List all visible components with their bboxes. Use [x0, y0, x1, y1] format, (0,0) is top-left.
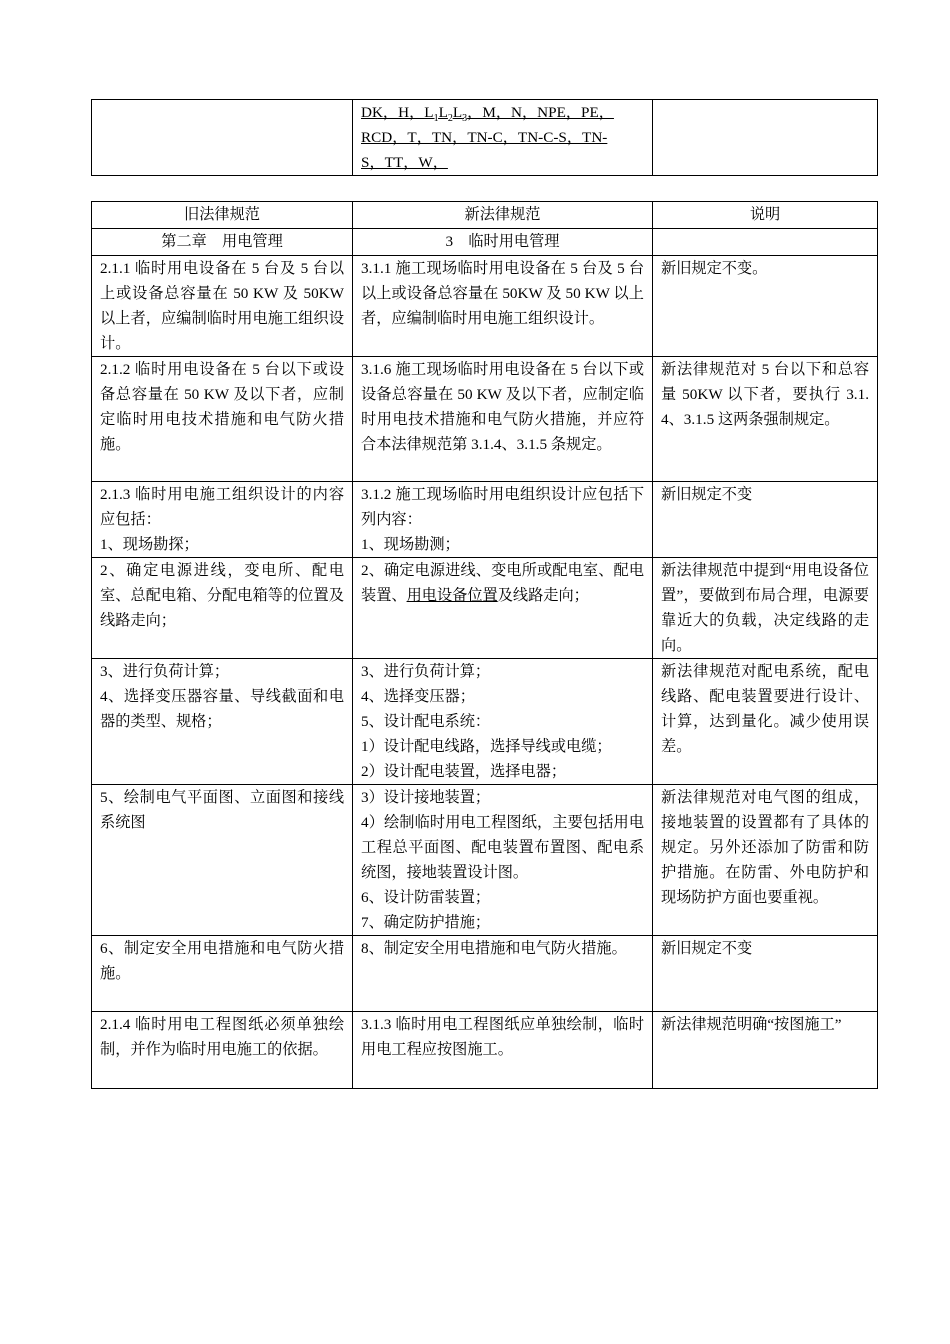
cell-text: 新法律规范明确“按图施工” — [661, 1016, 842, 1033]
table-row — [92, 936, 878, 1012]
old-cell — [92, 357, 353, 482]
cell-text: 新法律规范对电气图的组成，接地装置的设置都有了具体的规定。另外还添加了防雷和防护措施。在防雷、外电防护和现场防护方面也要重视。 — [661, 789, 869, 906]
old-cell — [92, 256, 353, 357]
symbols-line-1: DK，H，$L_1L_2L_3$，M，N，NPE，PE， — [361, 104, 614, 125]
cell-text: 1）设计配电线路，选择导线或电缆； — [361, 738, 612, 755]
note-cell — [653, 357, 878, 482]
old-cell — [92, 659, 353, 785]
note-cell — [653, 785, 878, 936]
comparison-table — [91, 201, 878, 1089]
new-cell — [353, 256, 653, 357]
cell-text: 4、选择变压器容量、导线截面和电器的类型、规格； — [100, 688, 344, 730]
cell-text: 4、选择变压器； — [361, 688, 475, 705]
note-cell — [653, 659, 878, 785]
cell-text: 2.1.4 临时用电工程图纸必须单独绘制，并作为临时用电施工的依据。 — [100, 1016, 344, 1058]
note-cell — [653, 1012, 878, 1089]
symbols-cell — [353, 100, 653, 176]
table-row — [92, 1012, 878, 1089]
table-row — [92, 785, 878, 936]
cell-text: 新旧规定不变 — [661, 940, 753, 957]
chapter-row — [92, 229, 878, 256]
cell-text: 新法律规范对 5 台以下和总容量 50KW 以下者，要执行 3.1.4、3.1.5 这两条强制规定。 — [661, 361, 869, 428]
cell-text: 2.1.1 临时用电设备在 5 台及 5 台以上或设备总容量在 50 KW 及 50KW 以上者，应编制临时用电施工组织设计。 — [100, 260, 344, 352]
cell-text: 2）设计配电装置，选择电器； — [361, 763, 567, 780]
cell-text: 新法律规范中提到“用电设备位置”，要做到布局合理，电源要靠近大的负载，决定线路的走向。 — [661, 562, 869, 654]
cell-text: 2、确定电源进线，变电所、配电室、总配电箱、分配电箱等的位置及线路走向； — [100, 562, 344, 629]
header-note: 说明 — [653, 202, 878, 229]
cell-text: 新旧规定不变。 — [661, 260, 768, 277]
cell-text: 3、进行负荷计算； — [361, 663, 491, 680]
old-cell — [92, 1012, 353, 1089]
chapter-old: 第二章 用电管理 — [92, 229, 353, 256]
new-cell — [353, 558, 653, 659]
new-cell — [353, 936, 653, 1012]
cell-text: 2.1.3 临时用电施工组织设计的内容应包括： — [100, 486, 344, 528]
symbols-line-2: RCD，T，TN，TN-C，TN-C-S，TN- — [361, 129, 608, 146]
cell-text: 7、确定防护措施； — [361, 914, 491, 931]
note-cell — [653, 936, 878, 1012]
symbols-row — [92, 100, 878, 176]
old-cell — [92, 785, 353, 936]
symbols-empty-left — [92, 100, 353, 176]
symbols-line-3: S，TT，W， — [361, 154, 448, 171]
new-cell — [353, 659, 653, 785]
table-row — [92, 558, 878, 659]
symbols-empty-right — [653, 100, 878, 176]
cell-text: 6、制定安全用电措施和电气防火措施。 — [100, 940, 344, 982]
header-new: 新法律规范 — [353, 202, 653, 229]
new-cell — [353, 785, 653, 936]
note-cell — [653, 558, 878, 659]
cell-text: 5、设计配电系统： — [361, 713, 491, 730]
old-cell — [92, 936, 353, 1012]
cell-text: 3.1.3 临时用电工程图纸应单独绘制，临时用电工程应按图施工。 — [361, 1016, 644, 1058]
symbols-table — [91, 99, 878, 176]
note-cell — [653, 256, 878, 357]
table-row — [92, 256, 878, 357]
cell-text: 1、现场勘探； — [100, 536, 199, 553]
underlined-phrase: 用电设备位置 — [406, 587, 498, 604]
cell-text: 新旧规定不变 — [661, 486, 753, 503]
new-cell — [353, 482, 653, 558]
cell-text: 1、现场勘测； — [361, 536, 460, 553]
table-row — [92, 357, 878, 482]
cell-text: 3）设计接地装置； — [361, 789, 491, 806]
cell-text: 3、进行负荷计算； — [100, 663, 230, 680]
header-row — [92, 202, 878, 229]
header-old: 旧法律规范 — [92, 202, 353, 229]
table-row — [92, 659, 878, 785]
cell-text: 4）绘制临时用电工程图纸，主要包括用电工程总平面图、配电装置布置图、配电系统图，接地装置设计图。 — [361, 814, 644, 881]
chapter-note — [653, 229, 878, 256]
cell-text: 2.1.2 临时用电设备在 5 台以下或设备总容量在 50 KW 及以下者，应制定临时用电技术措施和电气防火措施。 — [100, 361, 344, 453]
cell-text: 3.1.1 施工现场临时用电设备在 5 台及 5 台以上或设备总容量在 50KW 及 50 KW 以上者，应编制临时用电施工组织设计。 — [361, 260, 644, 327]
cell-text: 8、制定安全用电措施和电气防火措施。 — [361, 940, 627, 957]
cell-text: 2、确定电源进线、变电所或配电室、配电装置、用电设备位置及线路走向； — [361, 562, 644, 604]
cell-text: 3.1.2 施工现场临时用电组织设计应包括下列内容： — [361, 486, 644, 528]
table-row — [92, 482, 878, 558]
cell-text: 3.1.6 施工现场临时用电设备在 5 台以下或设备总容量在 50 KW 及以下者，应制定临时用电技术措施和电气防火措施，并应符合本法律规范第 3.1.4、3.1.5 条规定。 — [361, 361, 644, 453]
cell-text: 6、设计防雷装置； — [361, 889, 491, 906]
cell-text: 5、绘制电气平面图、立面图和接线系统图 — [100, 789, 344, 831]
new-cell — [353, 1012, 653, 1089]
cell-text: 新法律规范对配电系统，配电线路、配电装置要进行设计、计算，达到量化。减少使用误差。 — [661, 663, 869, 755]
new-cell — [353, 357, 653, 482]
old-cell — [92, 482, 353, 558]
chapter-new: 3 临时用电管理 — [353, 229, 653, 256]
note-cell — [653, 482, 878, 558]
old-cell — [92, 558, 353, 659]
